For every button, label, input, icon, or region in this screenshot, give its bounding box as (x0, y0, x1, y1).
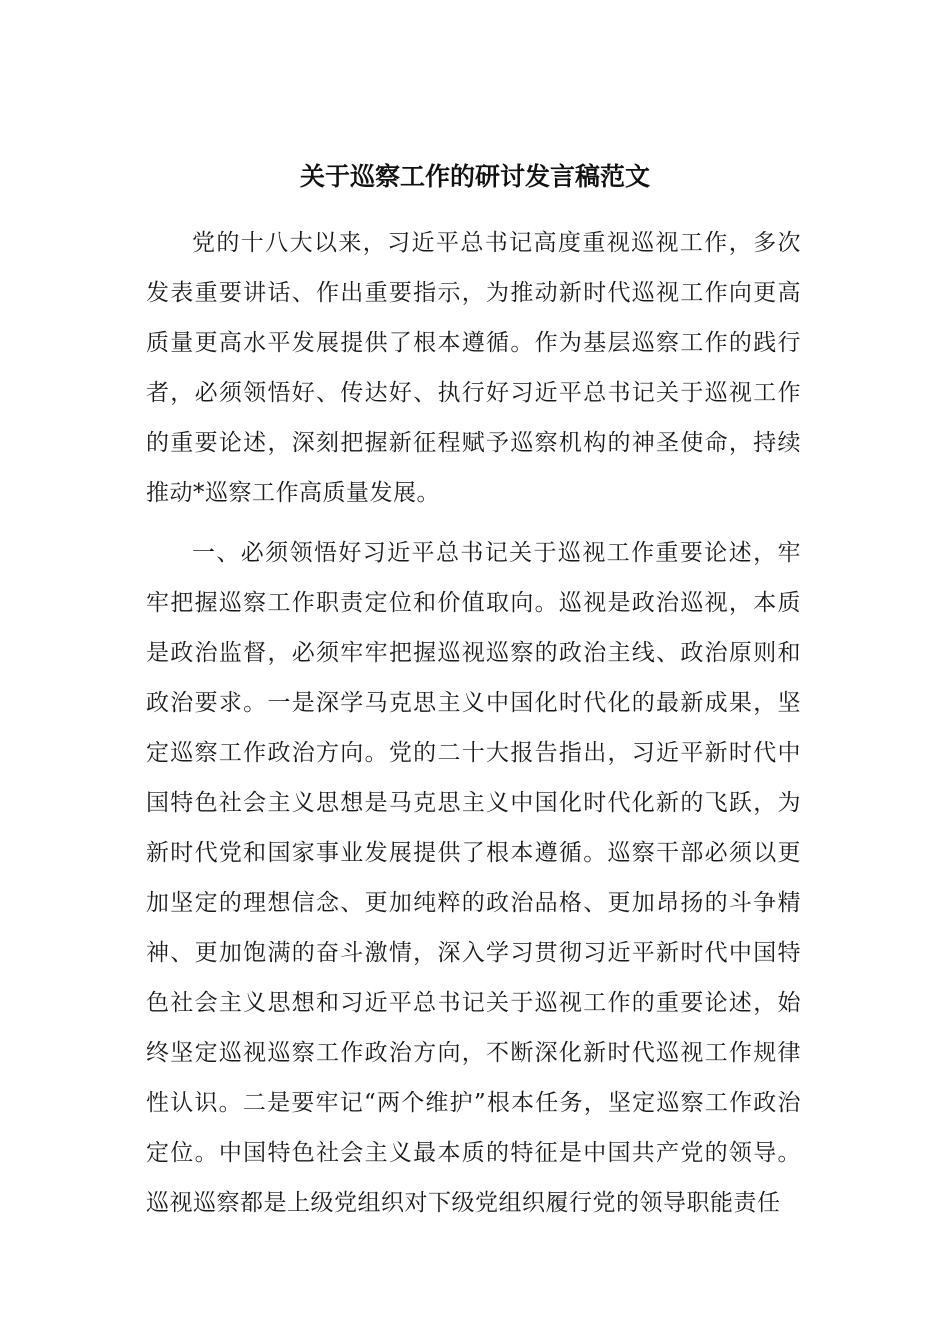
paragraph-intro: 党的十八大以来，习近平总书记高度重视巡视工作，多次发表重要讲话、作出重要指示，为推动新时代巡视工作向更高质量更高水平发展提供了根本遵循。作为基层巡察工作的践行者，必须领悟好、传达好、执行好习近平总书记关于巡视工作的重要论述，深刻把握新征程赋予巡察机构的神圣使命，持续推动*巡察工作高质量发展。 (146, 230, 801, 506)
document-title: 关于巡察工作的研讨发言稿范文 (299, 162, 650, 191)
paragraph-section-one: 一、必须领悟好习近平总书记关于巡视工作重要论述，牢牢把握巡察工作职责定位和价值取向。巡视是政治巡视，本质是政治监督，必须牢牢把握巡视巡察的政治主线、政治原则和政治要求。一是深学马克思主义中国化时代化的最新成果，坚定巡察工作政治方向。党的二十大报告指出，习近平新时代中国特色社会主义思想是马克思主义中国化时代化新的飞跃，为新时代党和国家事业发展提供了根本遵循。巡察干部必须以更加坚定的理想信念、更加纯粹的政治品格、更加昂扬的斗争精神、更加饱满的奋斗激情，深入学习贯彻习近平新时代中国特色社会主义思想和习近平总书记关于巡视工作的重要论述，始终坚定巡视巡察工作政治方向，不断深化新时代巡视工作规律性认识。二是要牢记“两个维护”根本任务，坚定巡察工作政治定位。中国特色社会主义最本质的特征是中国共产党的领导。巡视巡察都是上级党组织对下级党组织履行党的领导职能责任 (146, 540, 801, 1216)
